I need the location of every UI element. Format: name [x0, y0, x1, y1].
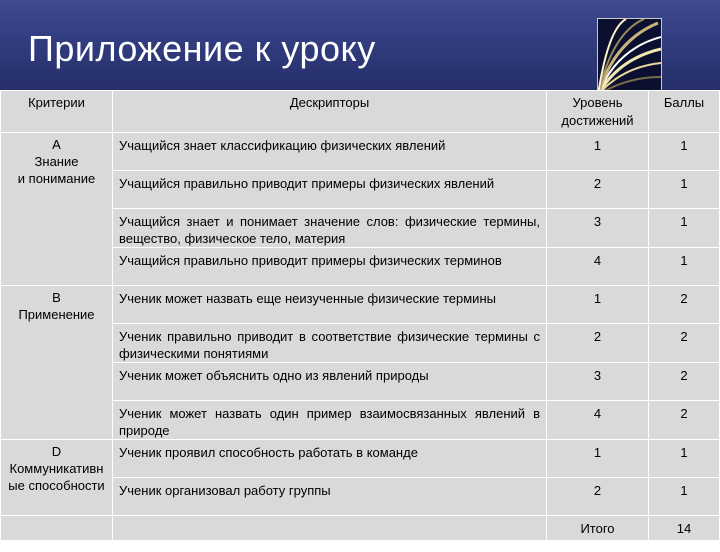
points-cell: 1	[649, 478, 720, 516]
header-row	[1, 91, 720, 133]
points-cell: 1	[649, 440, 720, 478]
descriptor-cell: Ученик может назвать еще неизученные физические термины	[113, 286, 547, 324]
level-cell: 1	[547, 440, 649, 478]
criterion-a: А Знание и понимание	[1, 133, 113, 286]
header-level: Уровень достижений	[547, 91, 649, 133]
points-cell: 2	[649, 324, 720, 363]
total-value: 14	[649, 516, 720, 552]
book-pages-image	[597, 18, 662, 96]
table-row	[1, 133, 720, 171]
descriptor-cell: Учащийся правильно приводит примеры физических терминов	[113, 248, 547, 286]
level-cell: 3	[547, 363, 649, 401]
level-cell: 2	[547, 171, 649, 209]
descriptor-cell: Учащийся знает классификацию физических явлений	[113, 133, 547, 171]
level-cell: 2	[547, 324, 649, 363]
descriptor-cell: Учащийся правильно приводит примеры физических явлений	[113, 171, 547, 209]
header-criteria: Критерии	[1, 91, 113, 133]
level-cell: 3	[547, 209, 649, 248]
points-cell: 1	[649, 133, 720, 171]
table-row	[1, 440, 720, 478]
level-cell: 4	[547, 248, 649, 286]
descriptor-cell: Ученик организовал работу группы	[113, 478, 547, 516]
level-cell: 4	[547, 401, 649, 440]
descriptor-cell: Ученик может объяснить одно из явлений природы	[113, 363, 547, 401]
level-cell: 2	[547, 478, 649, 516]
descriptor-cell: Ученик правильно приводит в соответствие физические термины с физическими понятиями	[113, 324, 547, 363]
points-cell: 2	[649, 286, 720, 324]
points-cell: 1	[649, 171, 720, 209]
level-cell: 1	[547, 286, 649, 324]
criterion-b: В Применение	[1, 286, 113, 440]
assessment-table	[0, 90, 720, 552]
points-cell: 1	[649, 209, 720, 248]
table-row	[1, 286, 720, 324]
header-points: Баллы	[649, 91, 720, 133]
slide-title: Приложение к уроку	[28, 28, 376, 69]
descriptor-cell: Ученик проявил способность работать в команде	[113, 440, 547, 478]
points-cell: 2	[649, 401, 720, 440]
total-row	[1, 516, 720, 552]
descriptor-cell: Учащийся знает и понимает значение слов: физические термины, вещество, физическое тело, материя	[113, 209, 547, 248]
header-descriptors: Дескрипторы	[113, 91, 547, 133]
points-cell: 1	[649, 248, 720, 286]
points-cell: 2	[649, 363, 720, 401]
criterion-d: D Коммуникативн ые способности	[1, 440, 113, 516]
empty-cell	[113, 516, 547, 552]
total-label: Итого	[547, 516, 649, 552]
descriptor-cell: Ученик может назвать один пример взаимосвязанных явлений в природе	[113, 401, 547, 440]
empty-cell	[1, 516, 113, 552]
level-cell: 1	[547, 133, 649, 171]
